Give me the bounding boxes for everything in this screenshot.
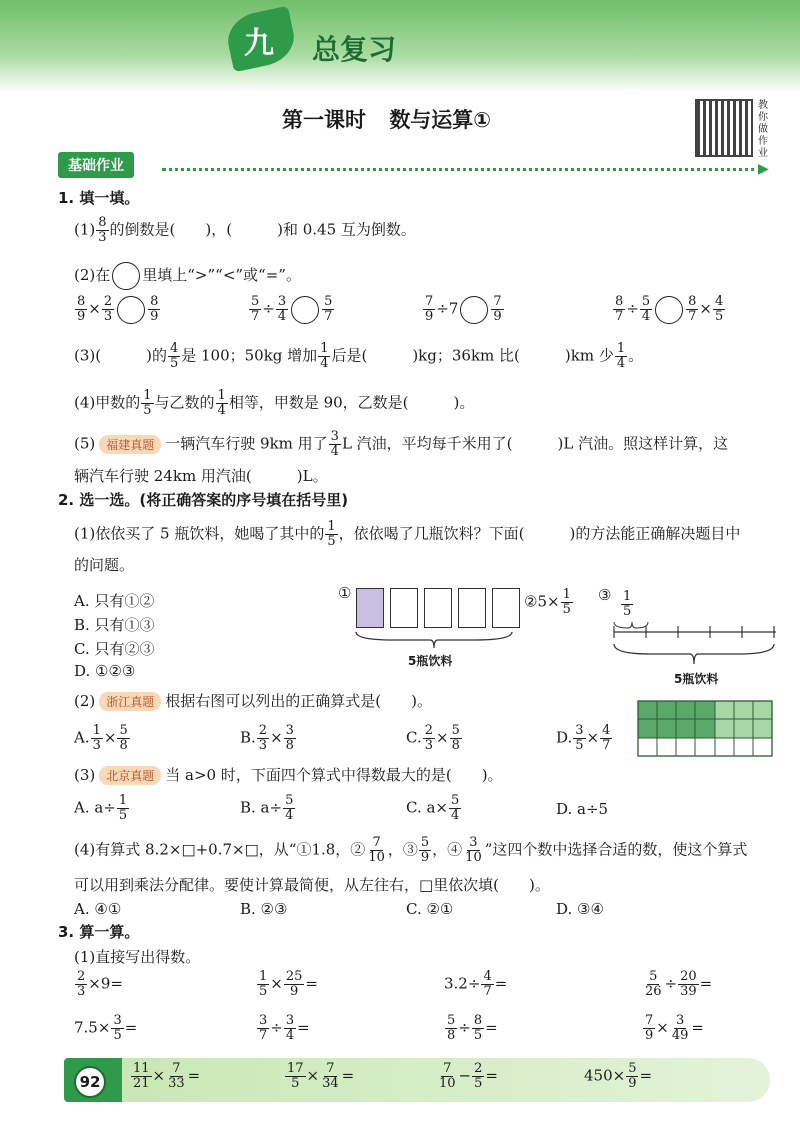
q2-p2-option-a[interactable]: A. $\frac{1}{3}$ × $\frac{5}{8}$: [74, 723, 128, 753]
figure1-bottles: [356, 588, 526, 628]
lesson-topic: 数与运算①: [389, 108, 492, 132]
q1-heading: 1. 填一填。: [58, 189, 140, 207]
chapter-number: 九: [244, 26, 274, 61]
section-dotted-line: [162, 168, 762, 171]
q2-p4-option-d[interactable]: D. ③④: [556, 900, 604, 918]
bottle: [390, 588, 418, 628]
section-arrow-icon: ▶: [758, 161, 769, 177]
fraction-grid: [637, 700, 773, 758]
page-number: 92: [74, 1066, 106, 1098]
fraction: $\frac{8}{3}$: [98, 215, 107, 245]
calc-6: $\frac{3}{7}$ ÷ $\frac{3}{4}$ =: [259, 1013, 310, 1043]
q2-part1-line2: 的问题。: [74, 556, 135, 574]
q2-part4: (4)有算式 8.2×□+0.7×□，从“①1.8，② $\frac{7}{10}$ ，③ $\frac{5}{9}$ ，④ $\frac{3}{10}$ ”这四个数中选择合适的数，使这个算式: [74, 835, 748, 865]
q2-p1-option-a[interactable]: A. 只有①②: [74, 592, 155, 610]
compare-circle[interactable]: [112, 262, 140, 290]
q2-grid: [637, 700, 771, 756]
lesson-number: 第一课时: [282, 108, 366, 132]
q1-part3: (3)( )的 $\frac{4}{5}$ 是 100；50kg 增加 $\frac{1}{4}$ 后是( )kg；36km 比( )km 少 $\frac{1}{4}$ 。: [74, 341, 644, 371]
chapter-title: 总复习: [312, 33, 397, 66]
figure3-caption: 5瓶饮料: [674, 672, 719, 686]
q1-part1: (1) $\frac{8}{3}$ 的倒数是( )，( )和 0.45 互为倒数。: [74, 215, 416, 245]
calc-12: 450× $\frac{5}{9}$ =: [584, 1061, 653, 1091]
calc-8: $\frac{7}{9}$ × $\frac{3}{49}$ =: [645, 1013, 704, 1043]
compare-circle[interactable]: [291, 296, 319, 324]
q1-compare-2: $\frac{5}{7}$ ÷ $\frac{3}{4}$ $\frac{5}{7}$: [251, 294, 333, 324]
source-tag: 浙江真题: [99, 692, 161, 711]
header-band: [0, 0, 800, 92]
q2-heading: 2. 选一选。(将正确答案的序号填在括号里): [58, 491, 349, 509]
lesson-title: [282, 104, 491, 134]
qr-caption: 教你做作业: [758, 100, 768, 159]
figure1-caption: 5瓶饮料: [408, 654, 453, 668]
q2-p3-option-a[interactable]: A. a÷ $\frac{1}{5}$: [74, 793, 128, 823]
q2-p1-option-d[interactable]: D. ①②③: [74, 662, 136, 680]
figure2-expression: ②5× $\frac{1}{5}$: [524, 587, 571, 617]
q3-heading: 3. 算一算。: [58, 923, 140, 941]
compare-circle[interactable]: [117, 296, 145, 324]
q3-sub: (1)直接写出得数。: [74, 948, 201, 966]
figure3-marker: ③: [598, 586, 612, 604]
q2-p3-option-b[interactable]: B. a÷ $\frac{5}{4}$: [240, 793, 294, 823]
calc-2: $\frac{1}{5}$ × $\frac{25}{9}$ =: [259, 969, 318, 999]
qr-code[interactable]: [697, 101, 751, 155]
section-label: 基础作业: [58, 152, 134, 178]
calc-9: $\frac{11}{21}$ × $\frac{7}{33}$ =: [133, 1061, 201, 1091]
q2-p4-option-a[interactable]: A. ④①: [74, 900, 122, 918]
calc-3: 3.2÷ $\frac{4}{7}$ =: [444, 969, 508, 999]
q2-p3-option-d[interactable]: D. a÷5: [556, 800, 609, 818]
calc-10: $\frac{17}{5}$ × $\frac{7}{34}$ =: [287, 1061, 355, 1091]
q1-part2: (2)在 里填上“>”“<”或“=”。: [74, 262, 301, 290]
bottle: [424, 588, 452, 628]
q1-compare-1: $\frac{8}{9}$ × $\frac{2}{3}$ $\frac{8}{9}$: [77, 294, 159, 324]
source-tag: 福建真题: [99, 435, 161, 454]
q2-p1-option-b[interactable]: B. 只有①③: [74, 616, 155, 634]
q1-part5-line2: 辆汽车行驶 24km 用汽油( )L。: [74, 467, 328, 485]
calc-11: $\frac{7}{10}$ − $\frac{2}{5}$ =: [439, 1061, 498, 1091]
q2-part4-line2: 可以用到乘法分配律。要使计算最简便，从左往右，□里依次填( )。: [74, 876, 550, 894]
q2-p1-option-c[interactable]: C. 只有②③: [74, 640, 155, 658]
source-tag: 北京真题: [99, 766, 161, 785]
q2-part2: (2) 浙江真题 根据右图可以列出的正确算式是( )。: [74, 692, 432, 710]
calc-7: $\frac{5}{8}$ ÷ $\frac{8}{5}$ =: [447, 1013, 498, 1043]
q2-p4-option-b[interactable]: B. ②③: [240, 900, 288, 918]
calc-5: 7.5× $\frac{3}{5}$ =: [74, 1013, 138, 1043]
calc-4: $\frac{5}{26}$ ÷ $\frac{20}{39}$ =: [645, 969, 713, 999]
q2-part1: (1)依依买了 5 瓶饮料，她喝了其中的 $\frac{1}{5}$ ，依依喝了几瓶饮料？下面( )的方法能正确解决题目中: [74, 519, 741, 549]
q1-part5: (5) 福建真题 一辆汽车行驶 9km 用了 $\frac{3}{4}$ L 汽油，平均每千米用了( )L 汽油。照这样计算，这: [74, 429, 729, 459]
bottle: [492, 588, 520, 628]
q2-p2-option-b[interactable]: B. $\frac{2}{3}$ × $\frac{3}{8}$: [240, 723, 294, 753]
bottle-shaded: [356, 588, 384, 628]
bottle: [458, 588, 486, 628]
q2-p2-option-d[interactable]: D. $\frac{3}{5}$ × $\frac{4}{7}$: [556, 723, 611, 753]
q2-p4-option-c[interactable]: C. ②①: [406, 900, 454, 918]
q2-part3: (3) 北京真题 当 a>0 时，下面四个算式中得数最大的是( )。: [74, 766, 503, 784]
compare-circle[interactable]: [460, 296, 488, 324]
figure3-fraction: $\frac{1}{5}$: [623, 589, 632, 619]
figure1-brace: [354, 630, 514, 650]
figure1-marker: ①: [338, 584, 352, 602]
q2-p3-option-c[interactable]: C. a× $\frac{5}{4}$: [406, 793, 460, 823]
q2-p2-option-c[interactable]: C. $\frac{2}{3}$ × $\frac{5}{8}$: [406, 723, 460, 753]
q1-compare-4: $\frac{8}{7}$ ÷ $\frac{5}{4}$ $\frac{8}{7}$ × $\frac{4}{5}$: [615, 294, 724, 324]
calc-1: $\frac{2}{3}$ ×9=: [77, 969, 123, 999]
compare-circle[interactable]: [655, 296, 683, 324]
q1-compare-3: $\frac{7}{9}$ ÷7 $\frac{7}{9}$: [425, 294, 502, 324]
q1-part4: (4)甲数的 $\frac{1}{5}$ 与乙数的 $\frac{1}{4}$ 相等，甲数是 90，乙数是( )。: [74, 388, 475, 418]
figure3-segment-line: [610, 620, 780, 672]
